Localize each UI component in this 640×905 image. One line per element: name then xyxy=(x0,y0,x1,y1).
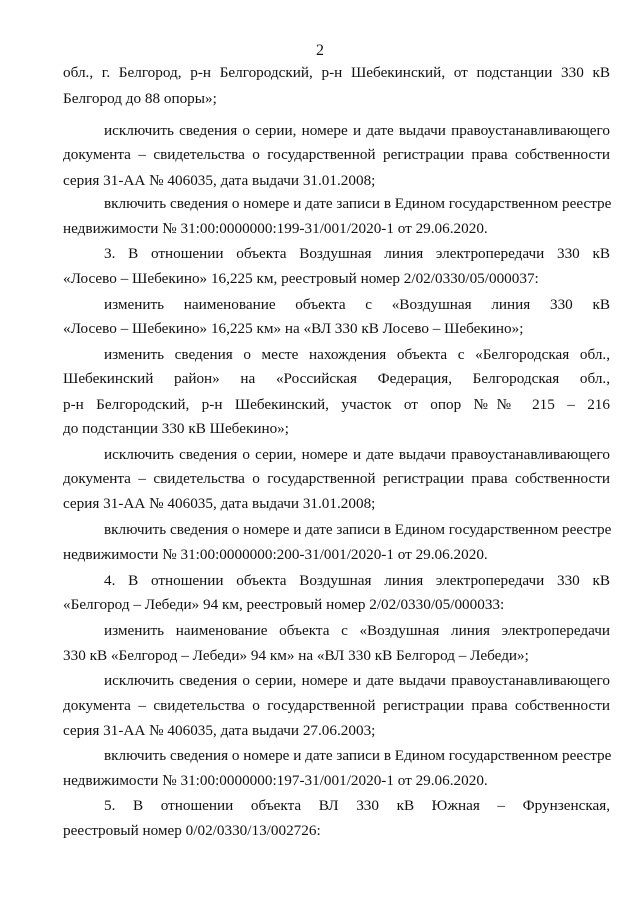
text-line: «Белгород – Лебеди» 94 км, реестровый номер 2/02/0330/05/000033: xyxy=(63,596,505,613)
text-line: «Лосево – Шебекино» 16,225 км, реестровый номер 2/02/0330/05/000037: xyxy=(63,270,539,287)
text-line: изменить наименование объекта с «Воздушная линия электропередачи xyxy=(104,622,610,639)
page-number: 2 xyxy=(316,42,324,59)
text-line: документа – свидетельства о государственной регистрации права собственности xyxy=(63,697,610,714)
text-line: 4. В отношении объекта Воздушная линия электропередачи 330 кВ xyxy=(104,572,610,589)
text-line: серия 31-АА № 406035, дата выдачи 27.06.2003; xyxy=(63,722,376,739)
text-line: серия 31-АА № 406035, дата выдачи 31.01.2008; xyxy=(63,172,376,189)
text-line: исключить сведения о серии, номере и дате выдачи правоустанавливающего xyxy=(104,672,610,689)
text-line: реестровый номер 0/02/0330/13/002726: xyxy=(63,822,321,839)
text-line: исключить сведения о серии, номере и дате выдачи правоустанавливающего xyxy=(104,122,610,139)
text-line: Шебекинский район» на «Российская Федерация, Белгородская обл., xyxy=(63,370,610,387)
text-line: 3. В отношении объекта Воздушная линия электропередачи 330 кВ xyxy=(104,245,610,262)
text-line: недвижимости № 31:00:0000000:199-31/001/2020-1 от 29.06.2020. xyxy=(63,220,488,237)
text-line: р-н Белгородский, р-н Шебекинский, участок от опор №№ 215 – 216 xyxy=(63,396,610,413)
text-line: 330 кВ «Белгород – Лебеди» 94 км» на «ВЛ 330 кВ Белгород – Лебеди»; xyxy=(63,647,529,664)
text-line: изменить наименование объекта с «Воздушная линия 330 кВ xyxy=(104,296,610,313)
text-line: включить сведения о номере и дате записи в Едином государственном реестре xyxy=(104,521,612,538)
text-line: обл., г. Белгород, р-н Белгородский, р-н Шебекинский, от подстанции 330 кВ xyxy=(63,64,610,81)
text-line: документа – свидетельства о государственной регистрации права собственности xyxy=(63,470,610,487)
text-line: Белгород до 88 опоры»; xyxy=(63,90,217,107)
text-line: включить сведения о номере и дате записи в Едином государственном реестре xyxy=(104,747,612,764)
text-line: 5. В отношении объекта ВЛ 330 кВ Южная – Фрунзенская, xyxy=(104,797,610,814)
text-line: серия 31-АА № 406035, дата выдачи 31.01.2008; xyxy=(63,495,376,512)
text-line: исключить сведения о серии, номере и дате выдачи правоустанавливающего xyxy=(104,446,610,463)
text-line: «Лосево – Шебекино» 16,225 км» на «ВЛ 330 кВ Лосево – Шебекино»; xyxy=(63,320,524,337)
text-line: до подстанции 330 кВ Шебекино»; xyxy=(63,420,289,437)
text-line: недвижимости № 31:00:0000000:200-31/001/2020-1 от 29.06.2020. xyxy=(63,546,488,563)
text-line: недвижимости № 31:00:0000000:197-31/001/2020-1 от 29.06.2020. xyxy=(63,772,488,789)
text-line: включить сведения о номере и дате записи в Едином государственном реестре xyxy=(104,195,612,212)
text-line: документа – свидетельства о государственной регистрации права собственности xyxy=(63,146,610,163)
text-line: изменить сведения о месте нахождения объекта с «Белгородская обл., xyxy=(104,346,610,363)
